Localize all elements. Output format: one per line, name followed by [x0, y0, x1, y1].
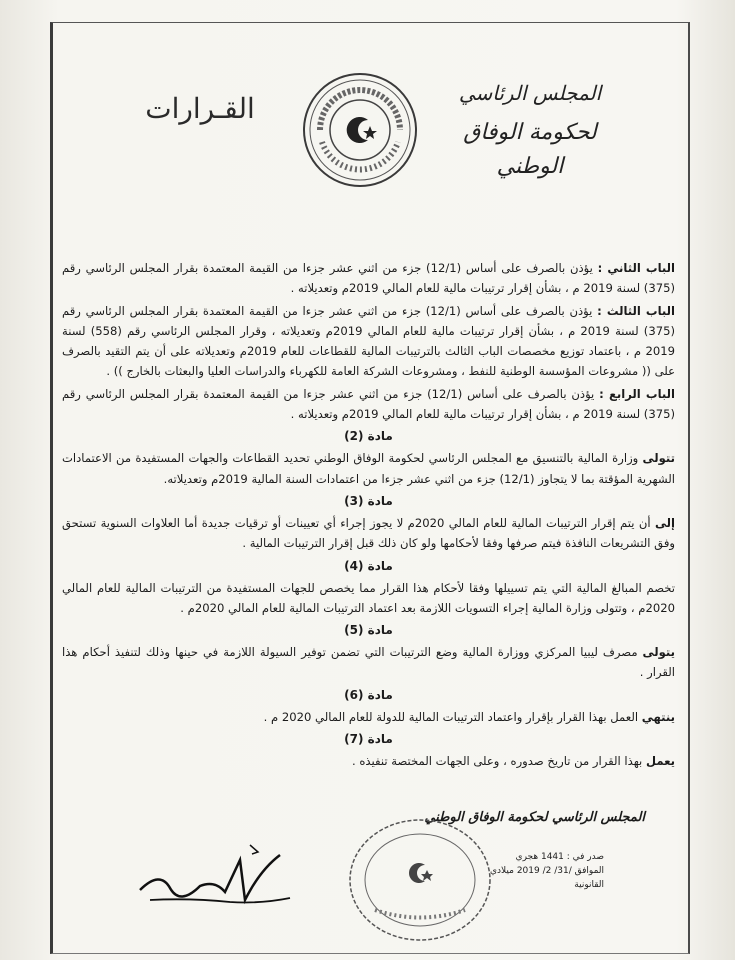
- issue-legal-note: القانونية: [574, 880, 605, 890]
- issue-gregorian-date: الموافق /31/ 2/ 2019 ميلادي: [490, 866, 605, 876]
- article-5-lead: يتولى: [642, 645, 675, 660]
- decisions-title: القـرارات: [145, 92, 255, 125]
- chapter-4-text: يؤذن بالصرف على أساس (12/1) جزء من اثني عشر جزءا من القيمة المعتمدة بقرار المجلس الرئاسي رقم (375) لسنة 2019 م ، بشأن إقرار ترتيبات مالية للعام المالي 2019م وتعديلاته .: [62, 386, 675, 422]
- article-7-text: بهذا القرار من تاريخ صدوره ، وعلى الجهات المختصة تنفيذه .: [351, 754, 646, 769]
- chapter-4-label: الباب الرابع :: [599, 386, 675, 401]
- issue-hijri-date: صدر في : 1441 هجري: [515, 852, 605, 862]
- decision-body: [62, 258, 675, 771]
- chapter-2-label: الباب الثاني :: [597, 261, 675, 275]
- article-2-paragraph: [62, 448, 675, 489]
- chapter-3-text: يؤذن بالصرف على أساس (12/1) جزء من اثني عشر جزءا من القيمة المعتمدة بقرار المجلس الرئاسي رقم (375) لسنة 2019 م ، بشأن إقرار ترتيبات مالية للعام المالي 2019م وتعديلاته ، وقرار المجلس الرئاسي رقم (558) لسنة 2019 م ، باعتماد توزيع مخصصات الباب الثالث بالترتيبات المالية للقطاعات للعام 2019م وتعديلاته على أن يتم التقيد بالصرف على (( مشروعات المؤسسة الوطنية للنفط ، ومشروعات الشركة العامة للكهرباء والدراسات العليا والبعثات بالخارج )) .: [62, 303, 676, 379]
- article-6-paragraph: [62, 707, 675, 727]
- article-3-paragraph: [62, 513, 675, 554]
- article-5-text: مصرف ليبيا المركزي ووزارة المالية وضع الترتيبات التي تضمن توفير السيولة اللازمة في حينها وذلك لتنفيذ أحكام هذا القرار .: [62, 645, 675, 680]
- chapter-3-paragraph: [62, 301, 675, 382]
- article-5-heading: مادة (5): [344, 623, 393, 638]
- handwritten-signature: [130, 840, 310, 920]
- official-stamp: [345, 815, 495, 945]
- article-6-text: العمل بهذا القرار بإقرار واعتماد الترتيبات المالية للدولة للعام المالي 2020 م .: [263, 709, 642, 724]
- article-4-heading: مادة (4): [344, 558, 393, 573]
- article-6-lead: ينتهي: [641, 709, 675, 724]
- article-2-lead: تتولى: [642, 451, 675, 466]
- chapter-2-paragraph: [62, 258, 675, 299]
- chapter-4-paragraph: [62, 384, 675, 425]
- government-name: لحكومة الوفاق الوطني: [463, 120, 597, 179]
- issue-reference: [490, 850, 604, 892]
- article-4-paragraph: تخصم المبالغ المالية التي يتم تسييلها وفقا لأحكام هذا القرار مما يخصص للجهات المستفيدة من الترتيبات المالية للعام المالي 2020م ، وتتولى وزارة المالية إجراء التسويات اللازمة بعد اعتماد الترتيبات المالية للعام المالي 2020م .: [62, 580, 675, 615]
- chapter-3-label: الباب الثالث :: [597, 303, 675, 318]
- article-2-heading: مادة (2): [344, 429, 393, 444]
- article-2-text: وزارة المالية بالتنسيق مع المجلس الرئاسي لحكومة الوفاق الوطني تحديد القطاعات والجهات المستفيدة من الاعتمادات الشهرية المؤقتة بما لا يتجاوز (12/1) جزء من اثني عشر جزءا من اعتمادات السنة المالية 2019م وتعديلاته.: [62, 451, 675, 486]
- article-3-text: أن يتم إقرار الترتيبات المالية للعام المالي 2020م لا يجوز إجراء أي تعيينات أو ترقيات جديدة أما العلاوات السنوية تستحق وفق التشريعات النافذة فيتم صرفها وفقا لأحكامها ولو كان ذلك قبل إقرار الترتيبات المالية .: [62, 515, 675, 551]
- signatory-name: المجلس الرئاسي لحكومة الوفاق الوطني: [424, 810, 645, 825]
- article-3-heading: مادة (3): [344, 493, 393, 508]
- article-7-paragraph: [62, 751, 675, 771]
- article-7-heading: مادة (7): [344, 732, 393, 747]
- council-header: [435, 78, 625, 184]
- state-emblem-seal: [300, 70, 420, 190]
- article-6-heading: مادة (6): [344, 687, 393, 702]
- council-name: المجلس الرئاسي: [458, 81, 602, 105]
- chapter-2-text: يؤذن بالصرف على أساس (12/1) جزء من اثني عشر جزءا من القيمة المعتمدة بقرار المجلس الرئاسي رقم (375) لسنة 2019 م ، بشأن إقرار ترتيبات مالية للعام المالي 2019م وتعديلاته .: [62, 261, 675, 296]
- article-3-lead: إلى: [654, 515, 675, 530]
- article-5-paragraph: [62, 642, 675, 683]
- article-7-lead: يعمل: [645, 754, 675, 769]
